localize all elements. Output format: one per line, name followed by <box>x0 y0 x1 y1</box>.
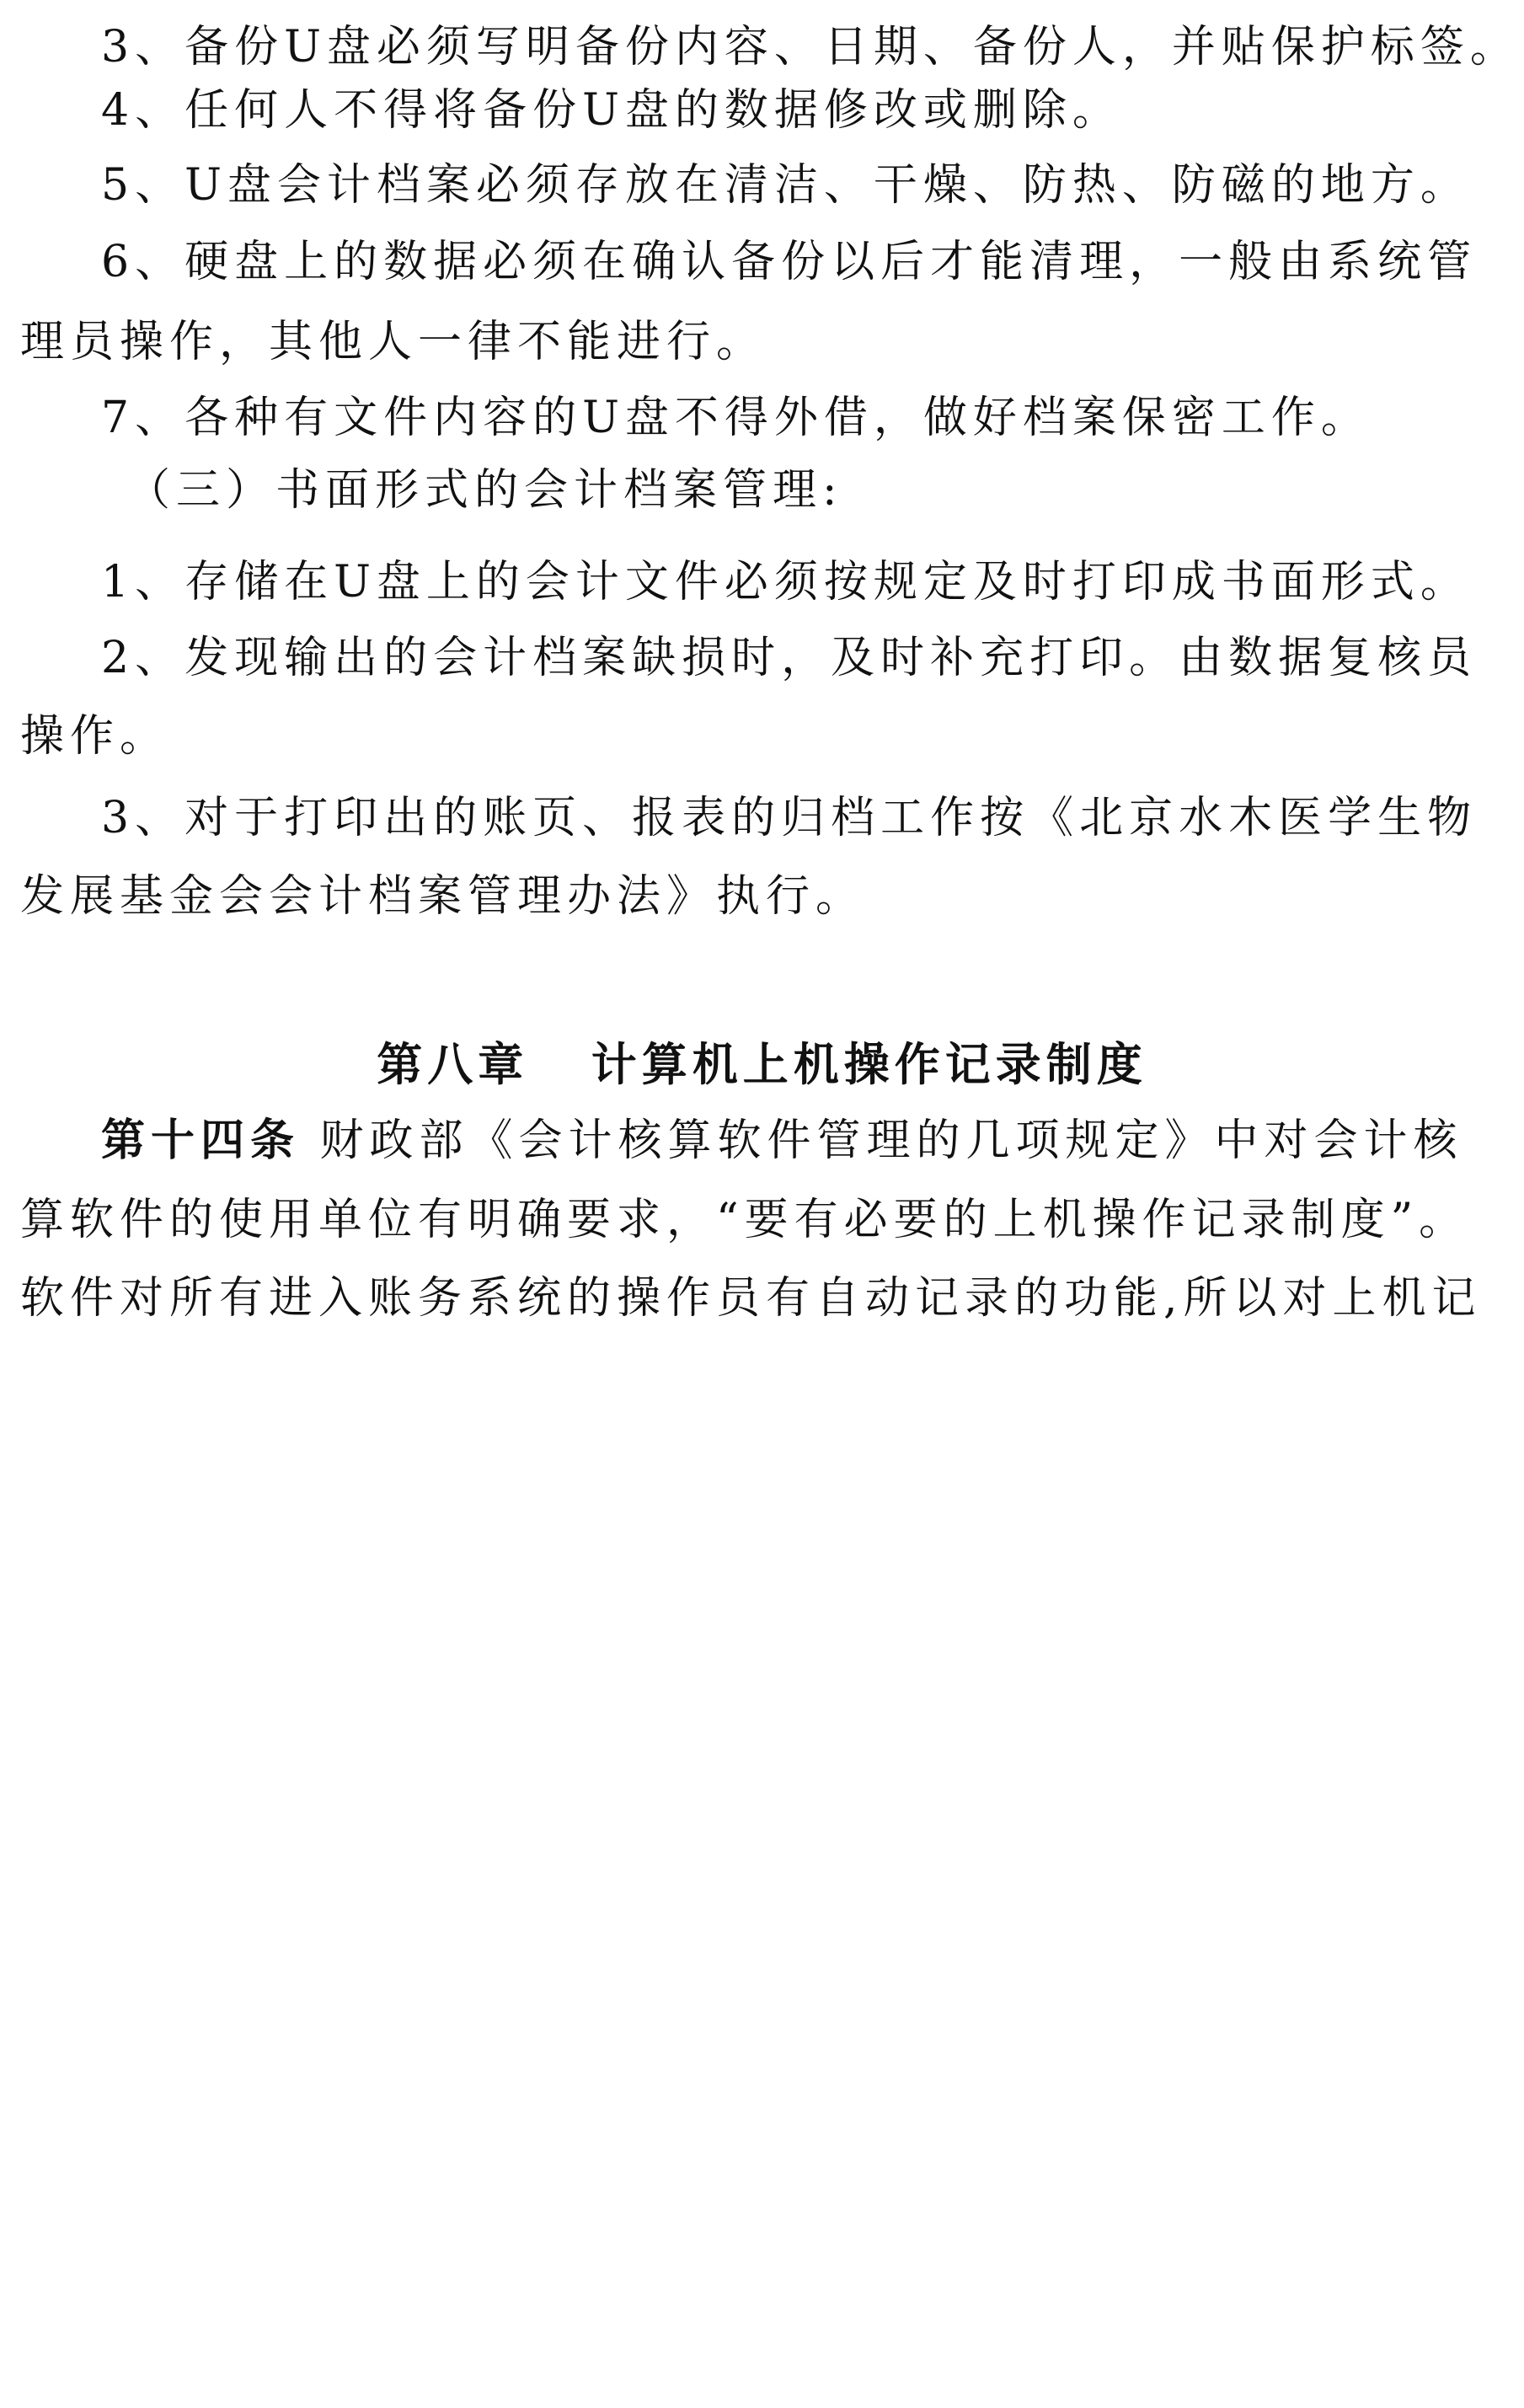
paragraph-line: 操作。 <box>20 711 170 762</box>
paragraph-line: 理员操作，其他人一律不能进行。 <box>20 317 767 367</box>
article-first-line <box>101 1110 1463 1171</box>
article-text: 财政部《会计核算软件管理的几项规定》中对会计核 <box>300 1116 1463 1166</box>
paragraph-line: 1、存储在U盘上的会计文件必须按规定及时打印成书面形式。 <box>101 557 1470 607</box>
paragraph-line: 2、发现输出的会计档案缺损时，及时补充打印。由数据复核员 <box>101 633 1478 683</box>
paragraph-line: 发展基金会会计档案管理办法》执行。 <box>20 871 866 922</box>
paragraph-line: 算软件的使用单位有明确要求，“要有必要的上机操作记录制度”。 <box>20 1195 1469 1245</box>
paragraph-line: 软件对所有进入账务系统的操作员有自动记录的功能,所以对上机记 <box>20 1273 1482 1324</box>
article-label: 第十四条 <box>101 1115 301 1166</box>
paragraph-line: 3、对于打印出的账页、报表的归档工作按《北京水木医学生物 <box>101 793 1478 843</box>
paragraph-line: 6、硬盘上的数据必须在确认备份以后才能清理，一般由系统管 <box>101 237 1478 287</box>
paragraph-line: 5、U盘会计档案必须存放在清洁、干燥、防热、防磁的地方。 <box>101 160 1470 211</box>
paragraph-line: 7、各种有文件内容的U盘不得外借，做好档案保密工作。 <box>101 393 1371 443</box>
chapter-title: 第八章 计算机上机操作记录制度 <box>377 1037 1147 1091</box>
paragraph-line: 4、任何人不得将备份U盘的数据修改或删除。 <box>101 85 1122 136</box>
paragraph-line: 3、备份U盘必须写明备份内容、日期、备份人，并贴保护标签。 <box>101 22 1520 72</box>
section-heading: （三）书面形式的会计档案管理: <box>126 465 843 516</box>
